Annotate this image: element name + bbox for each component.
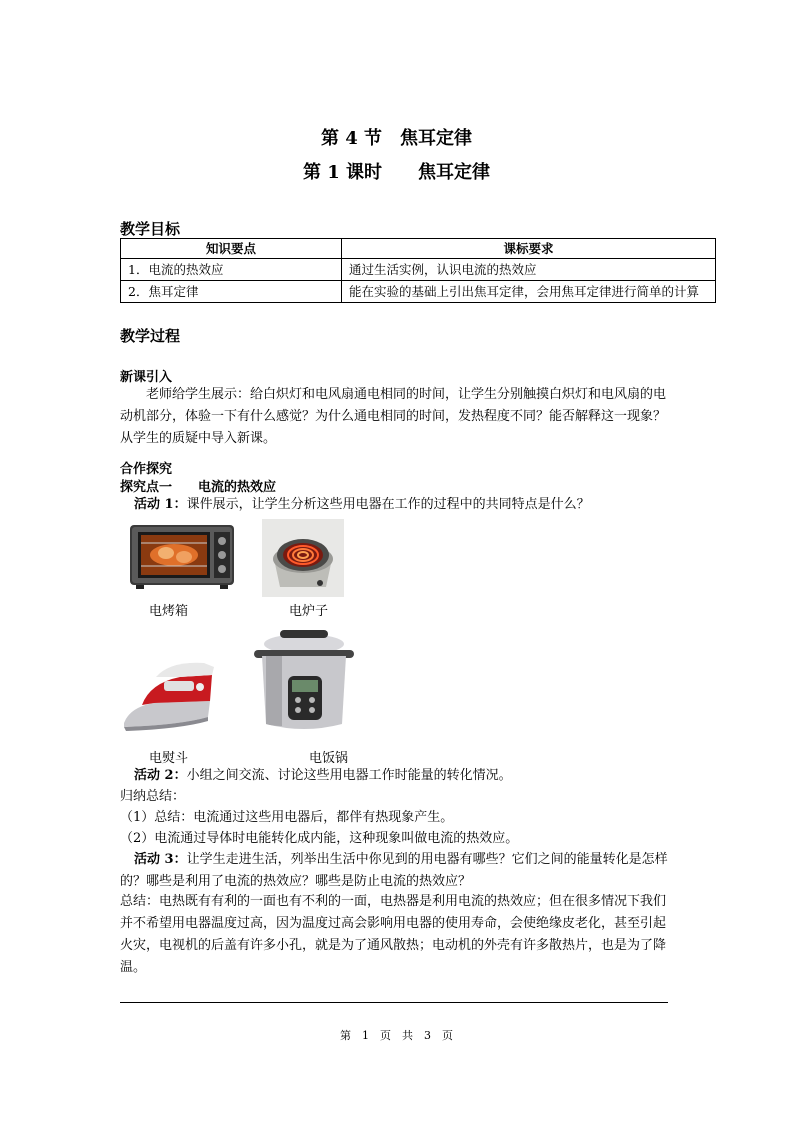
activity1-label: 活动 1： xyxy=(134,497,187,512)
table-cell: 通过生活实例，认识电流的热效应 xyxy=(342,259,716,281)
activity2-text: 小组之间交流、讨论这些用电器工作时能量的转化情况。 xyxy=(186,768,512,783)
table-row xyxy=(121,281,716,303)
image-caption: 电熨斗 xyxy=(149,751,189,766)
rice-cooker-image xyxy=(252,628,356,734)
image-caption: 电饭锅 xyxy=(309,751,349,766)
objectives-heading: 教学目标 xyxy=(120,220,181,238)
activity2 xyxy=(134,765,512,787)
activity3 xyxy=(120,849,676,893)
activity3-text: 让学生走进生活，列举出生活中你见到的用电器有哪些？它们之间的能量转化是怎样的？哪些是利用了电流的热效应？哪些是防止电流的热效应？ xyxy=(120,852,668,889)
objectives-table xyxy=(120,238,716,303)
table-cell: 1．电流的热效应 xyxy=(121,259,342,281)
image-caption: 电炉子 xyxy=(289,604,329,619)
table-cell: 2．焦耳定律 xyxy=(121,281,342,303)
conclusion-text: 总结：电热既有有利的一面也有不利的一面，电热器是利用电流的热效应；但在很多情况下我们并不希望用电器温度过高，因为温度过高会影响用电器的使用寿命，会使绝缘皮老化，甚至引起火灾，电视机的后盖有许多小孔，就是为了通风散热；电动机的外壳有许多散热片，也是为了降温。 xyxy=(120,894,667,975)
explore-point1: 探究点一 电流的热效应 xyxy=(120,480,277,495)
footer-divider xyxy=(120,1002,668,1003)
image-caption: 电烤箱 xyxy=(149,604,189,619)
intro-heading: 新课引入 xyxy=(120,370,173,385)
table-cell: 能在实验的基础上引出焦耳定律，会用焦耳定律进行简单的计算 xyxy=(342,281,716,303)
process-heading: 教学过程 xyxy=(120,327,181,345)
lesson-title: 第 1 课时 焦耳定律 xyxy=(302,162,491,183)
activity1-text: 课件展示，让学生分析这些用电器在工作的过程中的共同特点是什么？ xyxy=(186,497,590,512)
electric-stove-image xyxy=(262,519,344,597)
summary-label: 归纳总结： xyxy=(120,789,186,804)
activity1 xyxy=(134,494,590,516)
summary-item: （2）电流通过导体时电能转化成内能，这种现象叫做电流的热效应。 xyxy=(120,831,519,846)
intro-text: 老师给学生展示：给白炽灯和电风扇通电相同的时间，让学生分别触摸白炽灯和电风扇的电动机部分，体验一下有什么感觉？为什么通电相同的时间，发热程度不同？能否解释这一现象？从学生的质疑中导入新课。 xyxy=(120,387,667,446)
electric-oven-image xyxy=(128,519,236,591)
table-header-row xyxy=(121,239,716,259)
summary-item: （1）总结：电流通过这些用电器后，都伴有热现象产生。 xyxy=(120,810,454,825)
explore-heading: 合作探究 xyxy=(120,462,173,477)
activity2-label: 活动 2： xyxy=(134,768,187,783)
table-header: 知识要点 xyxy=(121,239,342,259)
activity3-label: 活动 3： xyxy=(134,852,187,867)
electric-iron-image xyxy=(120,655,216,733)
page-number: 第 1 页 共 3 页 xyxy=(340,1029,453,1042)
section-title: 第 4 节 焦耳定律 xyxy=(320,128,473,149)
table-row xyxy=(121,259,716,281)
table-header: 课标要求 xyxy=(342,239,716,259)
